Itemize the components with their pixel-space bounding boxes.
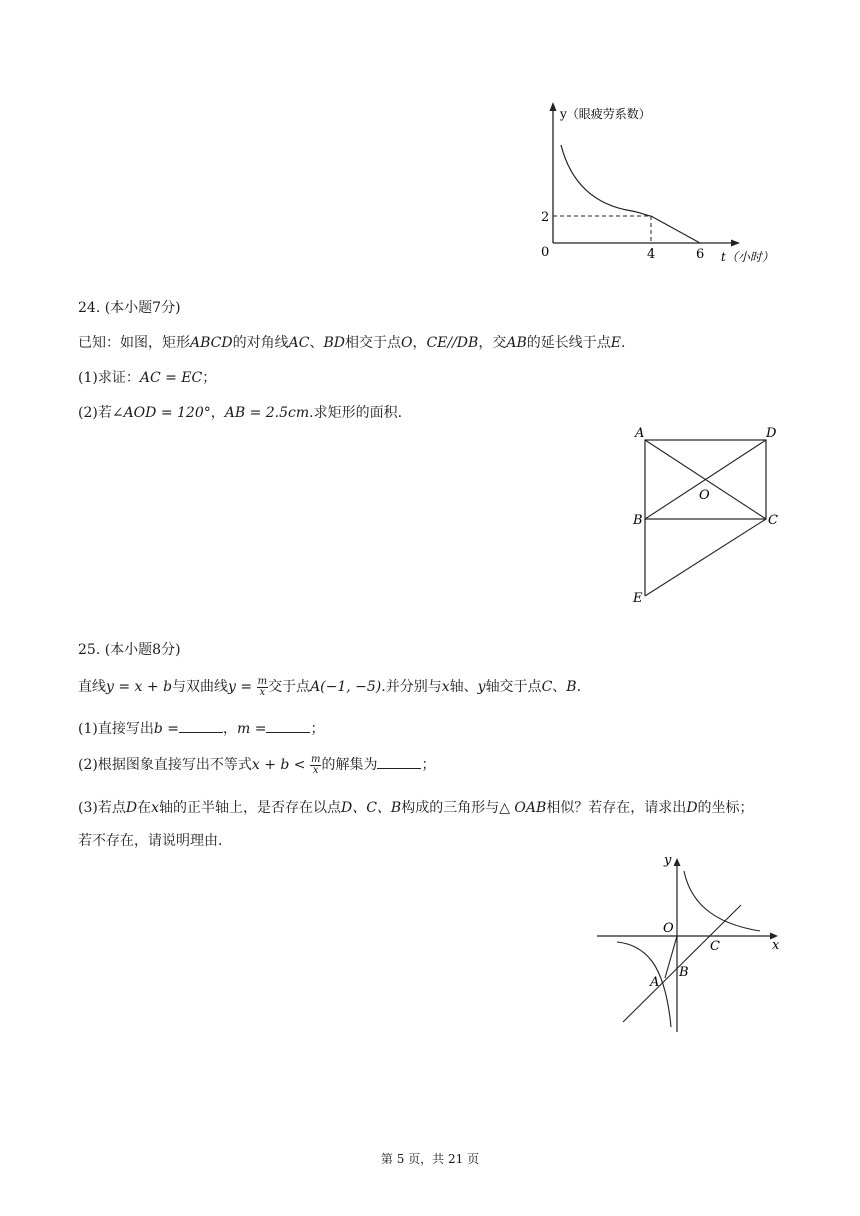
q25-math: b = [153,721,179,737]
q24-part1 [78,368,216,388]
hyperbola-figure [590,845,790,1040]
fatigue-curve [561,145,651,216]
answer-blank-b[interactable] [179,718,223,733]
q25-part1 [78,718,324,739]
q24-math: AB = 2.5cm [224,405,310,421]
q25-text: .并分别与 [381,679,442,695]
fatigue-graph [530,98,790,268]
label-b: B [679,965,689,980]
q24-statement [78,333,625,353]
q25-text: ， [223,721,237,737]
q24-heading: 24. (本小题7分) [78,300,181,316]
label-c: C [768,513,778,528]
q25-math: D [125,800,138,816]
segment-ce [645,519,766,596]
q25-text: (3)若点 [78,800,126,816]
q25-math: △ OAB [499,800,547,816]
fraction-m-over-x: $\frac{m}{x}$ [310,753,321,776]
q24-text: . [620,335,626,351]
label-d: D [766,426,777,441]
graph-x-tick-4: 4 [647,247,656,262]
q24-part2 [78,403,402,423]
q25-text: 直线 [78,679,106,695]
q25-text: . [576,679,582,695]
label-origin: O [663,921,674,936]
graph-y-label: y（眼疲劳系数） [560,107,651,121]
q25-math: B [566,679,577,695]
graph-x-arrow [731,240,740,247]
q25-statement [78,675,581,699]
graph-y-arrow [550,102,557,111]
q25-math: y [477,679,486,695]
q24-math: AC [288,335,310,351]
q24-text: (2)若 [78,405,112,421]
q25-text: 相似？若存在，请求出 [546,800,687,816]
q25-text: (1)直接写出 [78,721,154,737]
q25-text: ； [310,721,325,737]
q25-text: ； [421,757,436,773]
line-y-eq-x-plus-b [623,905,741,1022]
q25-math: m = [237,721,267,737]
q25-text: 与双曲线 [172,679,229,695]
q24-text: ， [412,335,427,351]
graph-origin-label: 0 [541,245,550,260]
graph-y-tick-2: 2 [541,210,550,225]
q25-part3-line2: 若不存在，请说明理由. [78,833,223,849]
page-footer: 第 5 页，共 21 页 [380,1152,480,1166]
label-a: A [635,426,645,441]
q25-text: 的解集为 [321,757,378,773]
q25-math: y = x + b [106,679,173,695]
q25-math: D、C、B [340,800,402,816]
q25-text: 轴、 [449,679,478,695]
label-c: C [710,939,720,954]
q24-math: AC = EC [139,370,203,386]
q24-math: ABCD [190,335,233,351]
q25-text: 构成的三角形与 [401,800,500,816]
q24-math: E [610,335,621,351]
q25-math: x [151,800,159,816]
q24-text: ，交 [478,335,507,351]
q24-text: (1)求证： [78,370,140,386]
q25-text: 、 [552,679,567,695]
q25-math: A(−1, −5) [310,679,382,695]
graph-x-tick-6: 6 [696,247,705,262]
q25-math: D [686,800,698,816]
y-axis-arrow [674,858,681,866]
q25-text: 在 [137,800,152,816]
fraction-m-over-x: $\frac{m}{x}$ [257,675,268,698]
q25-math: x + b < [251,757,310,773]
q24-math: ∠AOD = 120° [111,405,211,421]
hyperbola-branch-q1 [684,871,760,931]
q25-text: 的坐标； [697,800,754,816]
q25-text: 轴交于点 [485,679,542,695]
label-o: O [699,488,710,503]
hyperbola-branch-q3 [617,942,671,1027]
q24-text: 相交于点 [344,335,401,351]
q24-text: 的对角线 [232,335,289,351]
q24-text: 的延长线于点 [526,335,611,351]
label-b: B [633,513,643,528]
label-a: A [650,975,660,990]
q24-math: O [400,335,413,351]
q24-text: 、 [309,335,324,351]
q25-text: (2)根据图象直接写出不等式 [78,757,252,773]
fatigue-line-segment [651,216,700,243]
label-y-axis: y [664,853,672,868]
q24-text: ， [210,405,225,421]
q25-math: y = [228,679,257,695]
q24-math: CE//DB [426,335,479,351]
segment-oa [665,936,677,978]
q24-math: AB [506,335,527,351]
q25-text: 交于点 [268,679,311,695]
label-e: E [633,591,643,606]
q24-text: .求矩形的面积. [309,405,403,421]
rectangle-figure [628,420,788,610]
q25-math: x [441,679,450,695]
q25-part2 [78,753,435,777]
q25-heading: 25. (本小题8分) [78,642,181,658]
q25-math: C [541,679,553,695]
answer-blank-m[interactable] [266,718,310,733]
q24-text: 已知：如图，矩形 [78,335,190,351]
q24-text: ； [202,370,217,386]
q25-text: 轴的正半轴上，是否存在以点 [158,800,341,816]
graph-x-label: t（小时） [721,250,774,264]
q24-math: BD [323,335,345,351]
q25-part3 [78,798,754,818]
answer-blank-solution[interactable] [377,754,421,769]
label-x-axis: x [772,938,780,953]
